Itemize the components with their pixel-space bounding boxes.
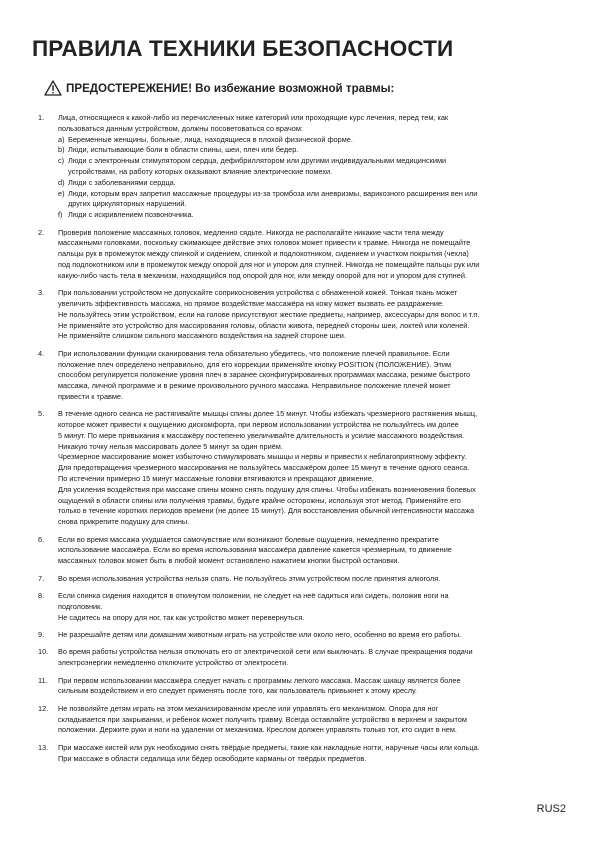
list-item: [38, 228, 558, 282]
sub-item-text-line: Люди с искривлением позвоночника.: [68, 210, 194, 220]
list-item: [38, 630, 558, 641]
item-text-line: Если во время массажа ухудшается самочувствие или возникают болевые ощущения, немедленно прекратите: [58, 534, 439, 544]
list-item: [38, 574, 558, 585]
item-number: 8.: [38, 591, 45, 601]
item-text-line: Не применяйте слишком сильного массажного воздействия на задней стороне шеи.: [58, 331, 346, 341]
list-item: [38, 743, 558, 765]
item-text-line: В течение одного сеанса не растягивайте мышцы спины долее 15 минут. Чтобы избежать чрезмерного растяжения мышц,: [58, 409, 478, 419]
page-title: ПРАВИЛА ТЕХНИКИ БЕЗОПАСНОСТИ: [32, 36, 454, 61]
sub-item: [58, 135, 558, 146]
item-text-line: По истечении примерно 15 минут массажные головки втягиваются и прекращают движение.: [58, 474, 374, 484]
item-text-line: подголовник.: [58, 601, 103, 611]
item-number: 13.: [38, 742, 49, 752]
sub-item-text-line: Люди с электронным стимулятором сердца, дефибриллятором или другими индивидуальными медицинскими: [68, 156, 447, 166]
item-text-line: какую-либо часть тела в механизм, находящийся под опорой для ног, или между опорой для ног и упором для ступней.: [58, 270, 467, 280]
item-number: 11.: [38, 675, 48, 685]
warning-text: ПРЕДОСТЕРЕЖЕНИЕ! Во избежание возможной травмы:: [66, 81, 395, 95]
item-text-line: только в течение коротких периодов времени (не долее 15 минут). Для восстановления обычной интенсивности массажа: [58, 506, 475, 516]
warning-heading: [44, 80, 394, 96]
item-text-line: При массаже кистей или рук необходимо снять твёрдые предметы, такие как накладные ногти, наручные часы или кольца.: [58, 742, 480, 752]
item-number: 3.: [38, 288, 45, 298]
item-number: 2.: [38, 227, 45, 237]
item-text-line: Для усиления воздействия при массаже спины можно снять подушку для спины. Чтобы избежать возникновения болевых: [58, 484, 476, 494]
sub-item: [58, 145, 558, 156]
sub-item-letter: а): [58, 134, 65, 144]
item-text-line: массажными головками, поскольку сжимающее действие этих головок может привести к травме. Никогда не помещайте: [58, 238, 471, 248]
item-text-line: положении. Держите руки и ноги на удалении от механизма. Креслом должен управлять только тот, кто сидит в нем.: [58, 725, 457, 735]
item-text-line: использование массажёра. Если во время использования массажёра давление кажется чрезмерным, то движение: [58, 545, 452, 555]
sub-item: [58, 156, 558, 178]
safety-rules-list: [38, 113, 558, 771]
sub-item-text-line: Люди, испытывающие боли в области спины, шеи, плеч или бедер.: [68, 145, 299, 155]
sub-item-letter: b): [58, 145, 65, 155]
item-text-line: Не садитесь на опору для ног, так как устройство может перевернуться.: [58, 612, 305, 622]
item-text-line: Никакую точку нельзя массировать долее 5 минут за один приём.: [58, 441, 283, 451]
item-text-line: При использовании функции сканирования тела обязательно убедитесь, что положение плечей правильное. Если: [58, 348, 450, 358]
item-text-line: Не пользуйтесь этим устройством, если на голове присутствуют жесткие предметы, например, аксессуары для волос и т.п.: [58, 309, 480, 319]
list-item: [38, 591, 558, 623]
item-text-line: электроэнергии немедленно отключите устройство от электросети.: [58, 658, 289, 668]
list-item: [38, 676, 558, 698]
item-text-line: Для предотвращения чрезмерного массирования не пользуйтесь массажёром долее 15 минут в течение одного сеанса.: [58, 463, 470, 473]
item-text-line: Во время работы устройства нельзя отключать его от электрической сети или выключать. В случае прекращения подачи: [58, 647, 473, 657]
item-number: 5.: [38, 409, 45, 419]
item-text-line: положение плеч определено неправильно, для его коррекции применяйте кнопку POSITION (ПОЛОЖЕНИЕ). Этим: [58, 359, 451, 369]
item-text-line: Чрезмерное массирование может избыточно стимулировать мышцы и нервы и привести к неблагоприятному эффекту.: [58, 452, 467, 462]
item-text-line: пальцы рук в промежуток между спинкой и сидением, спинкой и подлокотником, сидением и участком покрытия (чехла): [58, 249, 469, 259]
sub-item-text-line: других циркуляторных нарушений.: [68, 199, 187, 209]
item-number: 4.: [38, 348, 45, 358]
item-text-line: увеличить эффективность массажа, но прямое воздействие массажёра на кожу может вызвать ее раздражение.: [58, 298, 445, 308]
item-text-line: под подлокотником или в промежуток между опорой для ног и упором для ступней. Никогда не помещайте пальцы рук или: [58, 259, 480, 269]
list-item: [38, 288, 558, 342]
item-text-line: пользоваться данным устройством, должны посоветоваться со врачом:: [58, 123, 303, 133]
item-text-line: Не позволяйте детям играть на этом механизированном кресле или управлять его механизмом. Опора для ног: [58, 703, 439, 713]
item-text-line: массажа, личной программе и в режиме произвольного ручного массажа. Неправильное положение плечей может: [58, 381, 451, 391]
list-item: [38, 409, 558, 528]
item-number: 7.: [38, 573, 45, 583]
item-text-line: Не применяйте это устройство для массирования головы, области живота, передней стороны шеи, локтей или коленей.: [58, 320, 470, 330]
sub-item: [58, 189, 558, 211]
item-text-line: При массаже в области седалища или бёдер освободите карманы от твёрдых предметов.: [58, 753, 367, 763]
item-text-line: привести к травме.: [58, 391, 124, 401]
item-text-line: снова прикрепите подушку для спины.: [58, 517, 190, 527]
list-item: [38, 535, 558, 567]
item-text-line: массажных головок может быть в любой момент остановлено нажатием кнопки быстрой остановки.: [58, 556, 400, 566]
item-text-line: которое может привести к ощущению дискомфорта, при первом использовании устройства не пользуйтесь им долее: [58, 420, 459, 430]
sub-item-text-line: устройствами, на работу которых оказывают влияние электрические помехи.: [68, 166, 333, 176]
item-number: 6.: [38, 534, 45, 544]
sub-item-letter: f): [58, 210, 63, 220]
list-item: [38, 113, 558, 221]
item-text-line: Проверив положение массажных головок, медленно сядьте. Никогда не располагайте никакие части тела между: [58, 227, 444, 237]
sub-item-letter: e): [58, 188, 65, 198]
warning-triangle-icon: [44, 80, 66, 96]
list-item: [38, 704, 558, 736]
item-text-line: Лица, относящиеся к какой-либо из перечисленных ниже категорий или проходящие курс лечения, перед тем, как: [58, 113, 449, 122]
item-text-line: сильным воздействием и его следует применять после того, как пользователь привыкнет к этому креслу.: [58, 686, 417, 696]
item-number: 1.: [38, 113, 45, 122]
sub-item-text-line: Люди, которым врач запретил массажные процедуры из-за тромбоза или аневризмы, варикозного расширения вен или: [68, 188, 478, 198]
page-number: RUS2: [536, 803, 566, 815]
sub-item: [58, 210, 558, 221]
item-number: 9.: [38, 630, 45, 640]
item-text-line: 5 минут. По мере привыкания к массажёру постепенно увеличивайте длительность и усилие массажного воздействия.: [58, 430, 465, 440]
sub-item-letter: c): [58, 156, 65, 166]
item-text-line: Не разрешайте детям или домашним животным играть на устройстве или около него, особенно во время его работы.: [58, 630, 462, 640]
sub-item: [58, 178, 558, 189]
list-item: [38, 647, 558, 669]
item-text-line: Во время использования устройства нельзя спать. Не пользуйтесь этим устройством после принятия алкоголя.: [58, 573, 441, 583]
item-text-line: При первом использовании массажёра следует начать с программы легкого массажа. Массаж шиацу является более: [58, 675, 461, 685]
sub-item-text-line: Беременные женщины, больные, лица, находящиеся в плохой физической форме.: [68, 134, 353, 144]
item-text-line: ощущений в области спины или получения травмы, будьте крайне осторожны, используя этот метод. Применяйте его: [58, 495, 461, 505]
sub-item-text-line: Люди с заболеваниями сердца.: [68, 177, 176, 187]
list-item: [38, 349, 558, 403]
sub-item-letter: d): [58, 177, 65, 187]
item-number: 10.: [38, 647, 49, 657]
item-text-line: складывается при закрывании, и ребенок может получить травму. Всегда оставляйте устройство в верхнем и закрытом: [58, 714, 467, 724]
item-number: 12.: [38, 703, 49, 713]
item-text-line: способом регулируется положение уровня плеч в заранее сконфигурированных программах массажа, режиме быстрого: [58, 370, 471, 380]
item-text-line: Если спинка сидения находится в откинутом положении, не следует на неё садиться или сидеть, положив ноги на: [58, 591, 449, 601]
item-text-line: При пользовании устройством не допускайте соприкосновения устройства с обнаженной кожей. Тонкая ткань может: [58, 288, 458, 298]
